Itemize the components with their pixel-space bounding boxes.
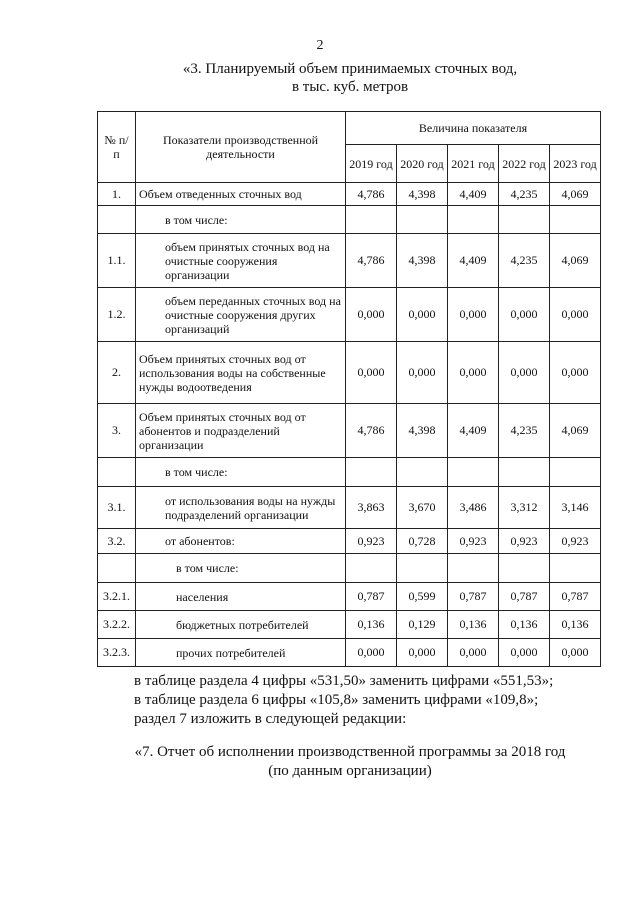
row-value: 4,786 (346, 404, 397, 458)
row-value: 0,000 (448, 639, 499, 667)
row-value: 3,146 (550, 487, 601, 529)
row-indicator-name: от использования воды на нужды подразделений организации (136, 487, 346, 529)
row-value: 0,000 (499, 639, 550, 667)
row-value: 4,409 (448, 234, 499, 288)
row-indicator-name: в том числе: (136, 554, 346, 583)
row-value (346, 206, 397, 234)
row-value: 0,923 (448, 529, 499, 554)
header-number-label: № п/п (104, 133, 129, 161)
row-indicator-name: Объем принятых сточных вод от абонентов и подразделений организации (136, 404, 346, 458)
row-value: 3,863 (346, 487, 397, 529)
row-value: 0,787 (550, 583, 601, 611)
table-body (98, 183, 601, 667)
header-value-label: Величина показателя (418, 120, 528, 135)
row-value: 0,728 (397, 529, 448, 554)
row-value: 4,235 (499, 234, 550, 288)
row-indicator-name: от абонентов: (136, 529, 346, 554)
row-value: 4,398 (397, 234, 448, 288)
header-year: 2020 год (397, 145, 448, 183)
row-value: 0,923 (550, 529, 601, 554)
row-value: 0,136 (346, 611, 397, 639)
row-number: 3.2.3. (98, 639, 136, 667)
header-year: 2023 год (550, 145, 601, 183)
row-number: 1. (98, 183, 136, 206)
indicators-table (97, 111, 601, 667)
table-title-line1: «3. Планируемый объем принимаемых сточных вод, (182, 61, 518, 77)
table-row (98, 342, 601, 404)
row-value: 4,069 (550, 234, 601, 288)
row-value (448, 458, 499, 487)
row-value (448, 554, 499, 583)
table-row (98, 458, 601, 487)
header-year: 2022 год (499, 145, 550, 183)
row-value: 0,000 (346, 288, 397, 342)
row-number: 3.2.1. (98, 583, 136, 611)
row-number: 3.1. (98, 487, 136, 529)
amendment-line: раздел 7 изложить в следующей редакции: (134, 711, 407, 727)
row-indicator-name: в том числе: (136, 206, 346, 234)
row-number: 2. (98, 342, 136, 404)
table-row (98, 288, 601, 342)
row-value: 0,000 (346, 639, 397, 667)
row-indicator-name: Объем принятых сточных вод от использования воды на собственные нужды водоотведения (136, 342, 346, 404)
row-value (397, 206, 448, 234)
row-value: 4,786 (346, 234, 397, 288)
row-value: 0,129 (397, 611, 448, 639)
row-value: 0,923 (499, 529, 550, 554)
page-number: 2 (316, 38, 324, 53)
row-value: 0,000 (397, 342, 448, 404)
header-number (98, 112, 136, 183)
table-row (98, 529, 601, 554)
row-indicator-name: населения (136, 583, 346, 611)
row-number: 3.2. (98, 529, 136, 554)
row-value (499, 458, 550, 487)
section7-line2: (по данным организации) (268, 763, 432, 779)
table-row (98, 404, 601, 458)
row-value (346, 554, 397, 583)
row-indicator-name: объем принятых сточных вод на очистные сооружения организации (136, 234, 346, 288)
row-value: 4,398 (397, 183, 448, 206)
table-title-line2: в тыс. куб. метров (291, 79, 409, 95)
row-number (98, 206, 136, 234)
row-value: 0,787 (346, 583, 397, 611)
row-indicator-name: бюджетных потребителей (136, 611, 346, 639)
row-value: 3,486 (448, 487, 499, 529)
row-value (499, 206, 550, 234)
row-value: 3,312 (499, 487, 550, 529)
header-year: 2021 год (448, 145, 499, 183)
table-row (98, 554, 601, 583)
row-value: 0,787 (499, 583, 550, 611)
row-value: 4,786 (346, 183, 397, 206)
row-value: 4,069 (550, 404, 601, 458)
row-value: 0,000 (448, 288, 499, 342)
row-value: 0,000 (499, 342, 550, 404)
row-value: 0,136 (448, 611, 499, 639)
row-value (448, 206, 499, 234)
row-value: 0,136 (550, 611, 601, 639)
row-value: 4,409 (448, 404, 499, 458)
row-value: 0,599 (397, 583, 448, 611)
row-value: 0,000 (499, 288, 550, 342)
amendments-text (134, 672, 553, 729)
header-year: 2019 год (346, 145, 397, 183)
header-value (346, 112, 601, 145)
row-number (98, 554, 136, 583)
row-value: 0,923 (346, 529, 397, 554)
row-value (550, 458, 601, 487)
row-value (550, 554, 601, 583)
table-row (98, 206, 601, 234)
row-number: 3.2.2. (98, 611, 136, 639)
section7-line1: «7. Отчет об исполнении производственной программы за 2018 год (134, 744, 566, 760)
row-value: 0,000 (550, 342, 601, 404)
table-title (130, 60, 570, 96)
section7-heading (100, 743, 600, 781)
row-value (550, 206, 601, 234)
row-value: 4,398 (397, 404, 448, 458)
table-row (98, 487, 601, 529)
row-value: 0,787 (448, 583, 499, 611)
amendment-line: в таблице раздела 6 цифры «105,8» заменить цифрами «109,8»; (134, 692, 539, 708)
row-indicator-name: прочих потребителей (136, 639, 346, 667)
row-value (397, 554, 448, 583)
row-indicator-name: в том числе: (136, 458, 346, 487)
row-indicator-name: Объем отведенных сточных вод (136, 183, 346, 206)
row-value: 0,000 (397, 639, 448, 667)
row-value (346, 458, 397, 487)
row-number (98, 458, 136, 487)
row-value: 3,670 (397, 487, 448, 529)
row-number: 1.2. (98, 288, 136, 342)
table-row (98, 639, 601, 667)
table-row (98, 183, 601, 206)
row-value: 0,000 (346, 342, 397, 404)
row-indicator-name: объем переданных сточных вод на очистные сооружения других организаций (136, 288, 346, 342)
header-indicators (136, 112, 346, 183)
amendment-line: в таблице раздела 4 цифры «531,50» заменить цифрами «551,53»; (134, 673, 554, 689)
row-value (499, 554, 550, 583)
row-value: 4,069 (550, 183, 601, 206)
table-row (98, 611, 601, 639)
row-value: 0,000 (550, 639, 601, 667)
row-value: 0,000 (550, 288, 601, 342)
row-value: 0,000 (448, 342, 499, 404)
row-value: 4,235 (499, 183, 550, 206)
row-value: 0,000 (397, 288, 448, 342)
row-value: 4,409 (448, 183, 499, 206)
row-number: 3. (98, 404, 136, 458)
header-indicators-label: Показатели производственной деятельности (162, 133, 319, 161)
row-value (397, 458, 448, 487)
row-value: 4,235 (499, 404, 550, 458)
row-number: 1.1. (98, 234, 136, 288)
table-row (98, 583, 601, 611)
row-value: 0,136 (499, 611, 550, 639)
table-row (98, 234, 601, 288)
